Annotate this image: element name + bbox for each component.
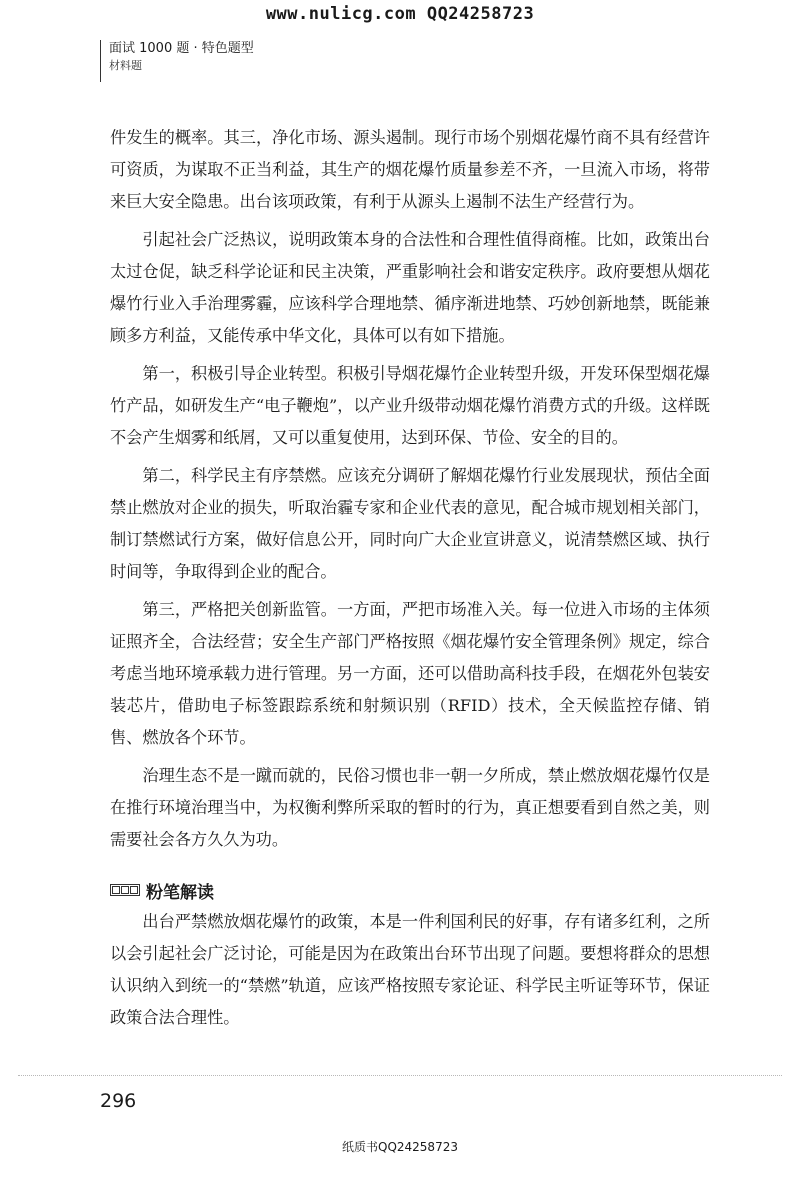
chalk-paragraph: 出台严禁燃放烟花爆竹的政策，本是一件利国利民的好事，存有诸多红利，之所以会引起社会广泛讨论，可能是因为在政策出台环节出现了问题。要想将群众的思想认识纳入到统一的“禁燃”轨道，应该严格按照专家论证、科学民主听证等环节，保证政策合法合理性。 [110,912,710,1027]
book-title: 面试 1000 题 · 特色题型 [109,41,254,56]
paragraph: 引起社会广泛热议，说明政策本身的合法性和合理性值得商榷。比如，政策出台太过仓促，缺乏科学论证和民主决策，严重影响社会和谐安定秩序。政府要想从烟花爆竹行业入手治理雾霾，应该科学合理地禁、循序渐进地禁、巧妙创新地禁，既能兼顾多方利益，又能传承中华文化，具体可以有如下措施。 [110,230,710,345]
chalk-title [110,876,710,904]
chalk-text [110,906,710,1034]
paragraph: 第一，积极引导企业转型。积极引导烟花爆竹企业转型升级，开发环保型烟花爆竹产品，如研发生产“电子鞭炮”，以产业升级带动烟花爆竹消费方式的升级。这样既不会产生烟雾和纸屑，又可以重复使用，达到环保、节俭、安全的目的。 [110,364,710,447]
running-header [100,40,254,82]
paragraph: 第二，科学民主有序禁燃。应该充分调研了解烟花爆竹行业发展现状，预估全面禁止燃放对企业的损失，听取治霾专家和企业代表的意见，配合城市规划相关部门，制订禁燃试行方案，做好信息公开，同时向广大企业宣讲意义，说清禁燃区域、执行时间等，争取得到企业的配合。 [110,466,710,581]
watermark-top: www.nulicg.com QQ24258723 [265,4,535,24]
chalk-title-label: 粉笔解读 [146,882,214,903]
paragraph: 治理生态不是一蹴而就的，民俗习惯也非一朝一夕所成，禁止燃放烟花爆竹仅是在推行环境治理当中，为权衡利弊所采取的暂时的行为，真正想要看到自然之美，则需要社会各方久久为功。 [110,766,710,849]
page-number: 296 [100,1090,137,1112]
chalk-box-icon [110,884,140,896]
watermark-bottom: 纸质书QQ24258723 [342,1140,458,1154]
section-label: 材料题 [109,59,142,72]
paragraph: 第三，严格把关创新监管。一方面，严把市场准入关。每一位进入市场的主体须证照齐全，合法经营；安全生产部门严格按照《烟花爆竹安全管理条例》规定，综合考虑当地环境承载力进行管理。另一方面，还可以借助高科技手段，在烟花外包装安装芯片，借助电子标签跟踪系统和射频识别（RFID）技术，全天候监控存储、销售、燃放各个环节。 [110,600,710,747]
divider-line [18,1075,782,1076]
chalk-interpretation-section [110,876,710,1034]
body-text [110,122,710,862]
paragraph: 件发生的概率。其三，净化市场、源头遏制。现行市场个别烟花爆竹商不具有经营许可资质，为谋取不正当利益，其生产的烟花爆竹质量参差不齐，一旦流入市场，将带来巨大安全隐患。出台该项政策，有利于从源头上遏制不法生产经营行为。 [110,128,710,211]
